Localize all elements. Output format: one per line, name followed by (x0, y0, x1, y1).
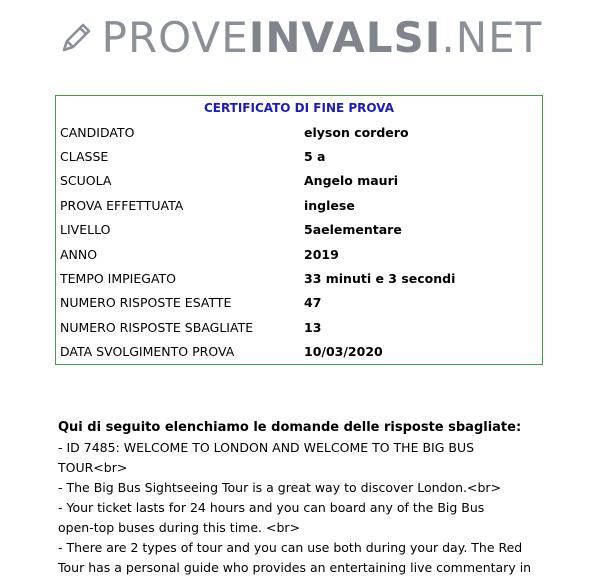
certificate-title: CERTIFICATO DI FINE PROVA (203, 101, 395, 115)
row-value: 33 minuti e 3 secondi (304, 271, 456, 287)
row-value: 13 (304, 319, 322, 335)
wrong-answer-line: - The Big Bus Sightseeing Tour is a great way to discover London.<br> (58, 480, 502, 495)
certificate-row-candidato (56, 120, 542, 144)
row-label: DATA SVOLGIMENTO PROVA (60, 344, 235, 360)
wrong-answer-line: open-top buses during this time. <br> (58, 520, 300, 535)
row-value: elyson cordero (304, 124, 409, 140)
logo-part-net: .NET (441, 13, 543, 62)
row-label: PROVA EFFETTUATA (60, 197, 184, 213)
row-label: CLASSE (60, 149, 109, 165)
row-label: ANNO (60, 246, 98, 262)
row-label: NUMERO RISPOSTE SBAGLIATE (60, 319, 254, 335)
logo-text (101, 13, 543, 62)
certificate-row-classe (56, 144, 542, 168)
wrong-answers-section (58, 418, 558, 578)
certificate-row-tempo (56, 266, 542, 290)
wrong-answer-line: - There are 2 types of tour and you can use both during your day. The Red (58, 540, 523, 555)
row-label: TEMPO IMPIEGATO (60, 271, 177, 287)
row-label: SCUOLA (60, 173, 112, 189)
wrong-answer-line: - Your ticket lasts for 24 hours and you can board any of the Big Bus (58, 500, 485, 515)
row-label: CANDIDATO (60, 124, 135, 140)
wrong-answer-line: TOUR<br> (58, 460, 128, 475)
row-value: 47 (304, 295, 322, 311)
row-label: LIVELLO (60, 222, 111, 238)
certificate-row-esatte (56, 291, 542, 315)
certificate-box (55, 95, 543, 365)
row-value: 5aelementare (304, 222, 402, 238)
certificate-row-prova (56, 193, 542, 217)
certificate-row-anno (56, 242, 542, 266)
logo-part-invalsi: INVALSI (248, 13, 442, 62)
pencil-icon (58, 20, 94, 56)
row-value: 2019 (304, 246, 339, 262)
certificate-row-scuola (56, 169, 542, 193)
certificate-row-livello (56, 218, 542, 242)
row-value: 5 a (304, 149, 326, 165)
wrong-answers-heading: Qui di seguito elenchiamo le domande delle risposte sbagliate: (58, 420, 522, 435)
row-value: 10/03/2020 (304, 344, 383, 360)
row-value: inglese (304, 197, 355, 213)
wrong-answer-line: Tour has a personal guide who provides an entertaining live commentary in (58, 560, 532, 575)
site-logo (0, 8, 600, 68)
certificate-row-data (56, 340, 542, 364)
logo-part-prove: PROVE (101, 13, 249, 62)
wrong-answer-line: - ID 7485: WELCOME TO LONDON AND WELCOME TO THE BIG BUS (58, 440, 475, 455)
certificate-row-sbagliate (56, 315, 542, 339)
row-value: Angelo mauri (304, 173, 399, 189)
row-label: NUMERO RISPOSTE ESATTE (60, 295, 232, 311)
